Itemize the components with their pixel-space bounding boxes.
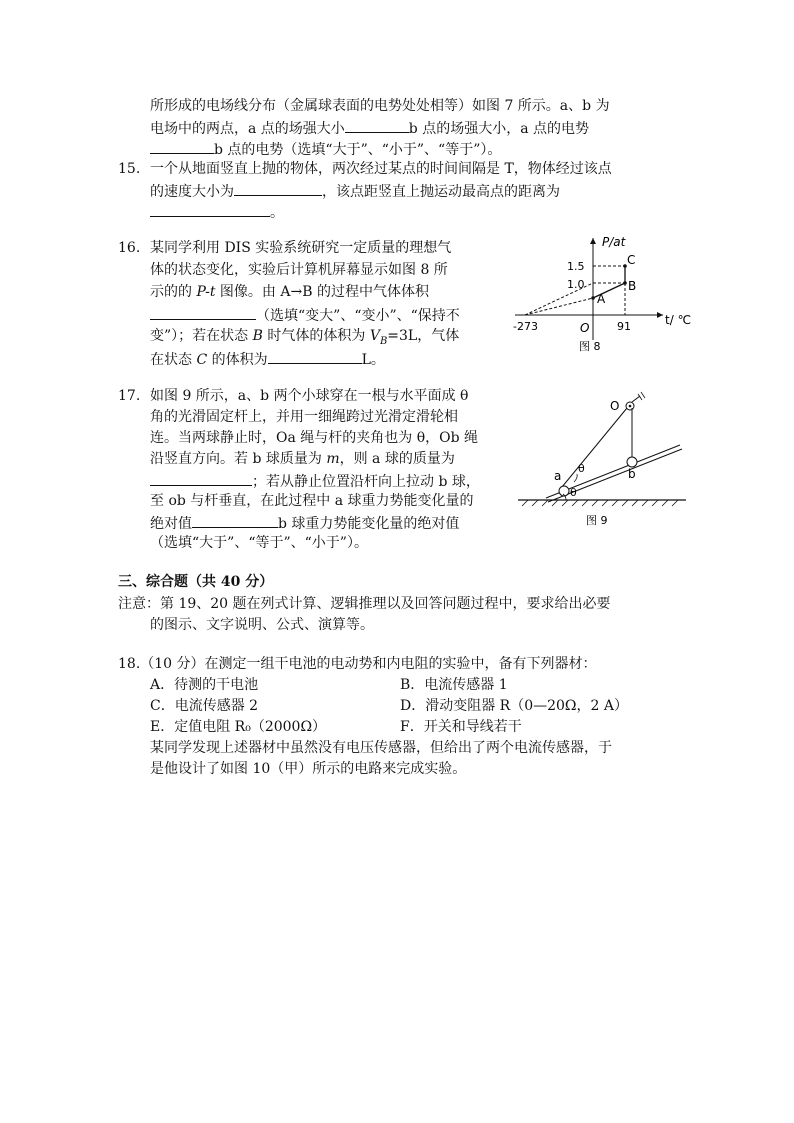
q17-blank-1[interactable] [150, 470, 252, 486]
fig9-theta-ground: θ [570, 486, 577, 499]
q18-option-b: B．电流传感器 1 [400, 677, 508, 693]
fig8-label-b: B [628, 279, 637, 293]
q15-blank-2[interactable] [150, 201, 270, 217]
q17-blank-2[interactable] [192, 512, 278, 528]
q17-line-1: 如图 9 所示，a、b 两个小球穿在一根与水平面成 θ [150, 388, 469, 404]
q16-blank-2[interactable] [268, 348, 362, 364]
fig8-point-b [623, 281, 627, 285]
q17-line-3: 连。当两球静止时，Oa 绳与杆的夹角也为 θ，Ob 绳 [150, 430, 479, 446]
q16-var-v-sub: B [379, 335, 388, 347]
q16-var-v: V [369, 328, 380, 344]
q16-line-1: 某同学利用 DIS 实验系统研究一定质量的理想气 [150, 240, 452, 256]
q16-number: 16. [118, 240, 141, 256]
fig8-x-label: t/ ℃ [665, 313, 692, 327]
q17-var-m: m [326, 451, 340, 467]
q17-number: 17. [118, 388, 141, 404]
fig8-dash-ab [525, 298, 593, 315]
fig9-caption: 图 9 [586, 514, 608, 527]
q16-line-2: 体的状态变化，实验后计算机屏幕显示如图 8 所 [150, 262, 448, 278]
q17-line-2: 角的光滑固定杆上，并用一细绳跨过光滑定滑轮相 [150, 409, 458, 425]
section-3-title: 三、综合题（共 40 分） [118, 574, 274, 590]
q16-line-4 [150, 304, 460, 324]
q15-line-2-a: 的速度大小为 [150, 184, 234, 200]
fig8-label-a: A [597, 292, 606, 306]
q14-line-3-text: b 点的电势（选填“大于”、“小于”、“等于”）。 [214, 142, 502, 158]
fig9-mount-hatch-2 [641, 392, 645, 398]
q17-line-6: 至 ob 与杆垂直，在此过程中 a 球重力势能变化量的 [150, 493, 474, 509]
fig8-tick-10: 1.0 [567, 278, 585, 291]
q17-line-4 [150, 449, 455, 469]
fig9-rope-oa [562, 408, 627, 487]
fig8-y-label: P/at [602, 235, 626, 249]
q16-line-5-b: 时气体的体积为 [262, 328, 370, 344]
fig8-tick-neg273: -273 [513, 320, 538, 333]
q17-line-4-a: 沿竖直方向。若 b 球质量为 [150, 451, 327, 467]
section-3-note-1: 注意：第 19、20 题在列式计算、逻辑推理以及回答问题过程中，要求给出必要 [118, 596, 611, 612]
q17-line-7-b: b 球重力势能变化量的绝对值 [278, 516, 460, 532]
fig9-pulley-axle [629, 405, 632, 408]
q15-line-3-text: 。 [270, 205, 284, 221]
fig9-label-o: O [610, 399, 620, 413]
q16-line-6 [150, 348, 385, 368]
q15-line-2 [150, 180, 560, 200]
q16-var-pt: P-t [196, 284, 216, 300]
fig9-label-b: b [628, 467, 636, 481]
q17-line-5 [150, 470, 480, 490]
fig8-label-c: C [627, 253, 636, 267]
q16-var-c: C [196, 352, 208, 368]
fig9-pulley-mount [632, 396, 640, 402]
fig9-angle-arc-rope [574, 474, 577, 482]
q14-line-2-b: b 点的场强大小，a 点的电势 [408, 121, 590, 137]
q18-paragraph-1: 某同学发现上述器材中虽然没有电压传感器，但给出了两个电流传感器，于 [150, 740, 612, 756]
fig8-caption: 图 8 [579, 340, 601, 353]
q18-option-c: C．电流传感器 2 [150, 698, 259, 714]
q18-option-e: E．定值电阻 R₀（2000Ω） [150, 719, 327, 735]
fig9-theta-rope: θ [578, 462, 585, 475]
q15-blank-1[interactable] [234, 180, 322, 196]
q16-blank-1[interactable] [150, 304, 256, 320]
q16-line-5-a: 变”）；若在状态 [150, 328, 253, 344]
q16-line-5 [150, 326, 459, 346]
fig8-tick-91: 91 [617, 320, 631, 333]
fig8-origin: O [580, 321, 590, 335]
fig8-point-a [591, 296, 595, 300]
figure-8-pt-graph [505, 228, 705, 358]
q17-line-8: （选填“大于”、“等于”、“小于”）。 [150, 535, 368, 551]
q18-line-1: 18.（10 分）在测定一组干电池的电动势和内电阻的实验中，备有下列器材： [118, 656, 597, 672]
fig9-label-a: a [554, 469, 562, 483]
q14-blank-2[interactable] [150, 138, 214, 154]
q15-number: 15. [118, 161, 141, 177]
q16-var-b: B [252, 328, 263, 344]
q17-line-5-text: ；若从静止位置沿杆向上拉动 b 球， [252, 474, 480, 490]
q15-line-2-b: ，该点距竖直上抛运动最高点的距离为 [322, 184, 560, 200]
q16-line-3-b: 图像。由 A→B 的过程中气体体积 [215, 284, 429, 300]
q18-option-d: D．滑动变阻器 R（0—20Ω，2 A） [400, 698, 629, 714]
section-3-note-2: 的图示、文字说明、公式、演算等。 [150, 617, 374, 633]
q15-line-1: 一个从地面竖直上抛的物体，两次经过某点的时间间隔是 T，物体经过该点 [150, 161, 612, 177]
q16-line-3-a: 示的的 [150, 284, 197, 300]
q14-line-2-a: 电场中的两点，a 点的场强大小 [150, 121, 345, 137]
q18-option-f: F．开关和导线若干 [400, 719, 522, 735]
q18-paragraph-2: 是他设计了如图 10（甲）所示的电路来完成实验。 [150, 761, 467, 777]
figure-9-pulley-diagram [508, 390, 698, 530]
q17-line-7 [150, 512, 459, 532]
fig8-tick-15: 1.5 [567, 260, 585, 273]
q17-line-4-b: ，则 a 球的质量为 [339, 451, 455, 467]
q16-line-6-b: 的体积为 [207, 352, 268, 368]
q17-line-7-a: 绝对值 [150, 516, 192, 532]
q16-line-6-a: 在状态 [150, 352, 197, 368]
q14-blank-1[interactable] [345, 117, 409, 133]
q14-line-1: 所形成的电场线分布（金属球表面的电势处处相等）如图 7 所示。a、b 为 [150, 98, 610, 114]
q14-line-2 [150, 117, 589, 137]
q15-line-3 [150, 201, 284, 221]
q18-option-a: A．待测的干电池 [150, 677, 259, 693]
q16-line-3 [150, 282, 429, 302]
fig9-ball-b [627, 457, 637, 467]
q16-line-5-c: =3L，气体 [387, 328, 460, 344]
fig9-ground-hatch [522, 500, 678, 506]
q16-line-4-text: （选填“变大”、“变小”、“保持不 [256, 308, 460, 324]
q14-line-3 [150, 138, 501, 158]
q16-line-6-c: L。 [361, 352, 385, 368]
